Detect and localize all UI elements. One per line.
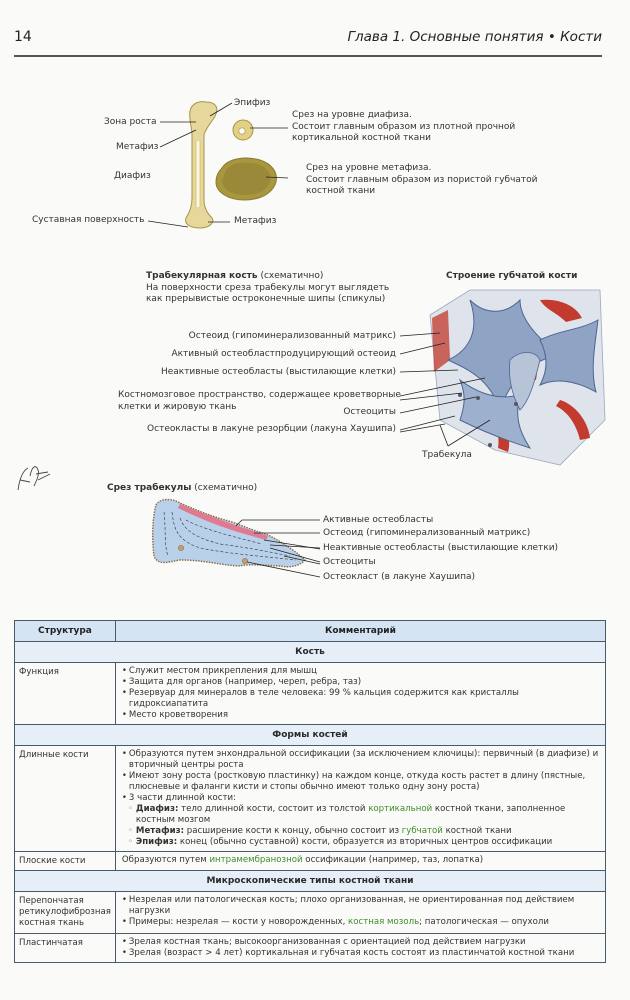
term-cortical: кортикальной (368, 804, 433, 814)
label-osteoid: Остеоид (гипоминерализованный матрикс) (188, 331, 396, 341)
diaphysis-cross-section (233, 120, 253, 140)
label-growth-zone: Зона роста (104, 117, 157, 127)
chapter-title: Глава 1. Основные понятия • Кости (347, 29, 602, 45)
term-spongy: губчатой (401, 826, 443, 836)
label-osteocytes: Остеоциты (343, 407, 396, 417)
diaphysis-section-caption: Срез на уровне диафиза. Состоит главным образом из плотной прочной кортикальной костной ткани (292, 110, 516, 143)
label-section-osteoid: Остеоид (гипоминерализованный матрикс) (323, 528, 531, 538)
col-header-structure: Структура (15, 621, 116, 642)
label-inactive-osteoblasts: Неактивные остеобласты (выстилающие клетки) (160, 367, 396, 377)
row-comment-lamellar: • Зрелая костная ткань; высокоорганизованная с ориентацией под действием нагрузки • Зрелая (возраст > 4 лет) кортикальная и губчатая кость состоят из пластинчатой костной ткани (115, 934, 605, 963)
row-structure-flat-bones: Плоские кости (15, 852, 116, 871)
term-intramembranous: интрамембранозной (209, 855, 303, 865)
section-row-forms: Формы костей (15, 725, 606, 746)
table-row (15, 663, 606, 725)
netter-signature (18, 467, 50, 490)
row-structure-woven: Перепончатая ретикулофиброзная костная ткань (15, 892, 116, 934)
term-callus: костная мозоль (348, 917, 420, 927)
label-articular-surface: Суставная поверхность (32, 215, 145, 225)
table-row (15, 892, 606, 934)
row-structure-lamellar: Пластинчатая (15, 934, 116, 963)
row-comment-flat-bones: Образуются путем интрамембранозной оссификации (например, таз, лопатка) (115, 852, 605, 871)
long-bone-illustration (186, 102, 217, 228)
metaphysis-section-caption: Срез на уровне метафиза. Состоит главным образом из пористой губчатой костной ткани (306, 163, 538, 196)
label-active-osteoblast: Активный остеобластпродуцирующий остеоид (171, 349, 396, 359)
label-diaphysis: Диафиз (114, 171, 151, 181)
table-header-row (15, 621, 606, 642)
label-section-osteoclast: Остеокласт (в лакуне Хаушипа) (323, 572, 476, 582)
label-metaphysis-top: Метафиз (116, 142, 159, 152)
row-comment-function: • Служит местом прикрепления для мышц • Защита для органов (например, череп, ребра, таз) • Резервуар для минералов в теле человека: 99 % кальция содержится как кристаллы гидроксиапатита • Место кроветворения (115, 663, 605, 725)
row-structure-long-bones: Длинные кости (15, 746, 116, 852)
label-marrow-space: Костномозговое пространство, содержащее кроветворные клетки и жировую ткань (118, 390, 401, 412)
section-title: Срез трабекулы (схематично) (107, 483, 258, 493)
label-epiphysis: Эпифиз (234, 98, 271, 108)
label-osteoclasts: Остеокласты в лакуне резорбции (лакуна Хаушипа) (147, 424, 396, 434)
section-row-bone: Кость (15, 642, 606, 663)
table-row (15, 852, 606, 871)
label-section-inactive-osteoblasts: Неактивные остеобласты (выстилающие клетки) (323, 543, 559, 553)
row-structure-function: Функция (15, 663, 116, 725)
trabecular-title: Трабекулярная кость (схематично) На поверхности среза трабекулы могут выглядеть как прерывистые остроконечные шипы (спикулы) (146, 271, 390, 304)
cube-title: Строение губчатой кости (446, 271, 578, 281)
label-trabecula: Трабекула (422, 450, 472, 460)
table-row (15, 746, 606, 852)
row-comment-long-bones: • Образуются путем энхондральной оссификации (за исключением ключицы): первичный (в диафизе) и вторичный центры роста • Имеют зону роста (ростковую пластинку) на каждом конце, откуда кость растет в длину (пястные, плюсневые и фаланги кисти и стопы обычно имеют только одну зону роста) • 3 части длинной кости: ◦ Диафиз: тело длинной кости, состоит из толстой кортикальной костной ткани, заполненное костным мозгом ◦ Метафиз: расширение кости к концу, обычно состоит из губчатой костной ткани ◦ Эпифиз: конец (обычно суставной) кости, образуется из вторичных центров оссификации (115, 746, 605, 852)
row-comment-woven: • Незрелая или патологическая кость; плохо организованная, не ориентированная под действием нагрузки • Примеры: незрелая — кости у новорожденных, костная мозоль; патологическая — опухоли (115, 892, 605, 934)
section-row-micro: Микроскопические типы костной ткани (15, 871, 606, 892)
bone-structure-table (14, 620, 606, 963)
col-header-comment: Комментарий (115, 621, 605, 642)
label-metaphysis-bottom: Метафиз (234, 216, 277, 226)
label-section-osteocytes: Остеоциты (323, 557, 376, 567)
metaphysis-cross-section (216, 158, 276, 200)
table-row (15, 934, 606, 963)
spongy-bone-cube-illustration (430, 290, 605, 465)
page-number: 14 (14, 29, 32, 45)
label-active-osteoblasts: Активные остеобласты (323, 515, 434, 525)
